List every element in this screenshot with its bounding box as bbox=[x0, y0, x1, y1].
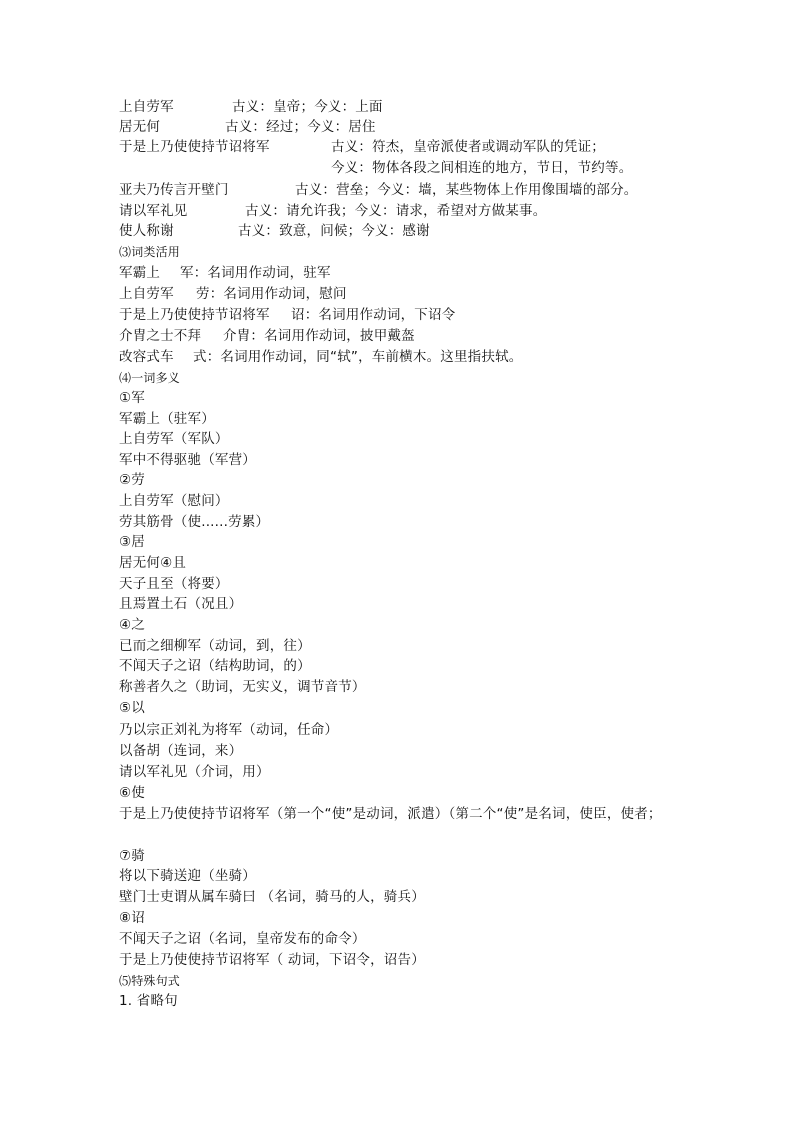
usage-note: 诏：名词用作动词，下诏令 bbox=[291, 307, 456, 323]
polysemy-line: 称善者久之（助词，无实义，调节音节） bbox=[119, 679, 366, 695]
vocab-meaning: 古义：营垒；今义：墙，某些物体上作用像围墙的部分。 bbox=[295, 182, 638, 198]
vocab-line bbox=[119, 201, 547, 222]
polysemy-line-wrapped: 于是上乃使使持节诏将军（第一个“使”是动词，派遣）（第二个“使”是名词，使臣，使者； bbox=[119, 806, 662, 822]
vocab-line bbox=[119, 221, 430, 242]
section-heading: ⑷一词多义 bbox=[119, 371, 181, 385]
polysemy-line: 天子且至（将要） bbox=[119, 576, 229, 592]
polysemy-line: ⑥使 bbox=[119, 785, 146, 801]
usage-line bbox=[119, 263, 331, 284]
polysemy-line: 劳其筋骨（使......劳累） bbox=[119, 514, 270, 530]
vocab-word: 上自劳军 bbox=[119, 99, 174, 115]
vocab-word: 亚夫乃传言开壁门 bbox=[119, 182, 229, 198]
polysemy-line: 上自劳军（慰问） bbox=[119, 493, 229, 509]
usage-word: 改容式车 bbox=[119, 349, 174, 365]
vocab-meaning: 古义：请允许我；今义：请求，希望对方做某事。 bbox=[245, 203, 547, 219]
vocab-line bbox=[119, 180, 638, 201]
vocab-word: 于是上乃使使持节诏将军 bbox=[119, 139, 270, 155]
polysemy-line: ⑤以 bbox=[119, 700, 146, 716]
usage-line bbox=[119, 326, 415, 347]
vocab-word: 请以军礼见 bbox=[119, 203, 188, 219]
usage-note: 介胄：名词用作动词，披甲戴盔 bbox=[223, 328, 415, 344]
usage-line bbox=[119, 347, 523, 368]
polysemy-line: 军中不得驱驰（军营） bbox=[119, 452, 256, 468]
vocab-meaning: 今义：物体各段之间相连的地方，节日，节约等。 bbox=[331, 160, 633, 176]
usage-word: 介胄之士不拜 bbox=[119, 328, 202, 344]
vocab-line bbox=[119, 97, 383, 118]
usage-line bbox=[119, 305, 456, 326]
polysemy-line: 居无何④且 bbox=[119, 555, 187, 571]
vocab-meaning: 古义：皇帝；今义：上面 bbox=[232, 99, 383, 115]
vocab-meaning: 古义：致意，问候；今义：感谢 bbox=[238, 223, 430, 239]
vocab-word: 使人称谢 bbox=[119, 223, 174, 239]
usage-note: 军：名词用作动词，驻军 bbox=[180, 265, 331, 281]
polysemy-line: ⑧诏 bbox=[119, 910, 146, 926]
vocab-line bbox=[119, 137, 605, 158]
section-heading: ⑸特殊句式 bbox=[119, 974, 181, 988]
polysemy-line: 壁门士吏谓从属车骑曰 （名词，骑马的人，骑兵） bbox=[119, 889, 425, 905]
section-heading: ⑶词类活用 bbox=[119, 245, 181, 259]
polysemy-line: 乃以宗正刘礼为将军（动词，任命） bbox=[119, 722, 339, 738]
polysemy-line: 不闻天子之诏（结构助词，的） bbox=[119, 658, 311, 674]
usage-note: 劳：名词用作动词，慰问 bbox=[196, 286, 347, 302]
polysemy-line: 上自劳军（军队） bbox=[119, 431, 229, 447]
polysemy-line: 且焉置土石（况且） bbox=[119, 596, 243, 612]
polysemy-line: 将以下骑送迎（坐骑） bbox=[119, 868, 256, 884]
usage-word: 军霸上 bbox=[119, 265, 161, 281]
vocab-meaning: 古义：经过；今义：居住 bbox=[225, 119, 376, 135]
polysemy-line: 不闻天子之诏（名词，皇帝发布的命令） bbox=[119, 931, 366, 947]
polysemy-line: ②劳 bbox=[119, 472, 146, 488]
polysemy-line: 军霸上（驻军） bbox=[119, 411, 215, 427]
sentence-type-item: 1. 省略句 bbox=[119, 993, 178, 1009]
polysemy-line: 已而之细柳军（动词，到，往） bbox=[119, 638, 311, 654]
vocab-line bbox=[119, 117, 376, 138]
polysemy-line: 于是上乃使使持节诏将军（ 动词，下诏令，诏告） bbox=[119, 952, 425, 968]
usage-line bbox=[119, 284, 347, 305]
vocab-meaning: 古义：符杰，皇帝派使者或调动军队的凭证； bbox=[331, 139, 605, 155]
polysemy-line: 请以军礼见（介词，用） bbox=[119, 764, 270, 780]
polysemy-line: ④之 bbox=[119, 617, 146, 633]
polysemy-line: ⑦骑 bbox=[119, 848, 146, 864]
usage-word: 上自劳军 bbox=[119, 286, 174, 302]
polysemy-line: 以备胡（连词，来） bbox=[119, 743, 243, 759]
usage-note: 式：名词用作动词，同“轼”，车前横木。这里指扶轼。 bbox=[193, 349, 523, 365]
polysemy-line: ③居 bbox=[119, 534, 146, 550]
polysemy-line: ①军 bbox=[119, 390, 146, 406]
vocab-word: 居无何 bbox=[119, 119, 161, 135]
usage-word: 于是上乃使使持节诏将军 bbox=[119, 307, 270, 323]
